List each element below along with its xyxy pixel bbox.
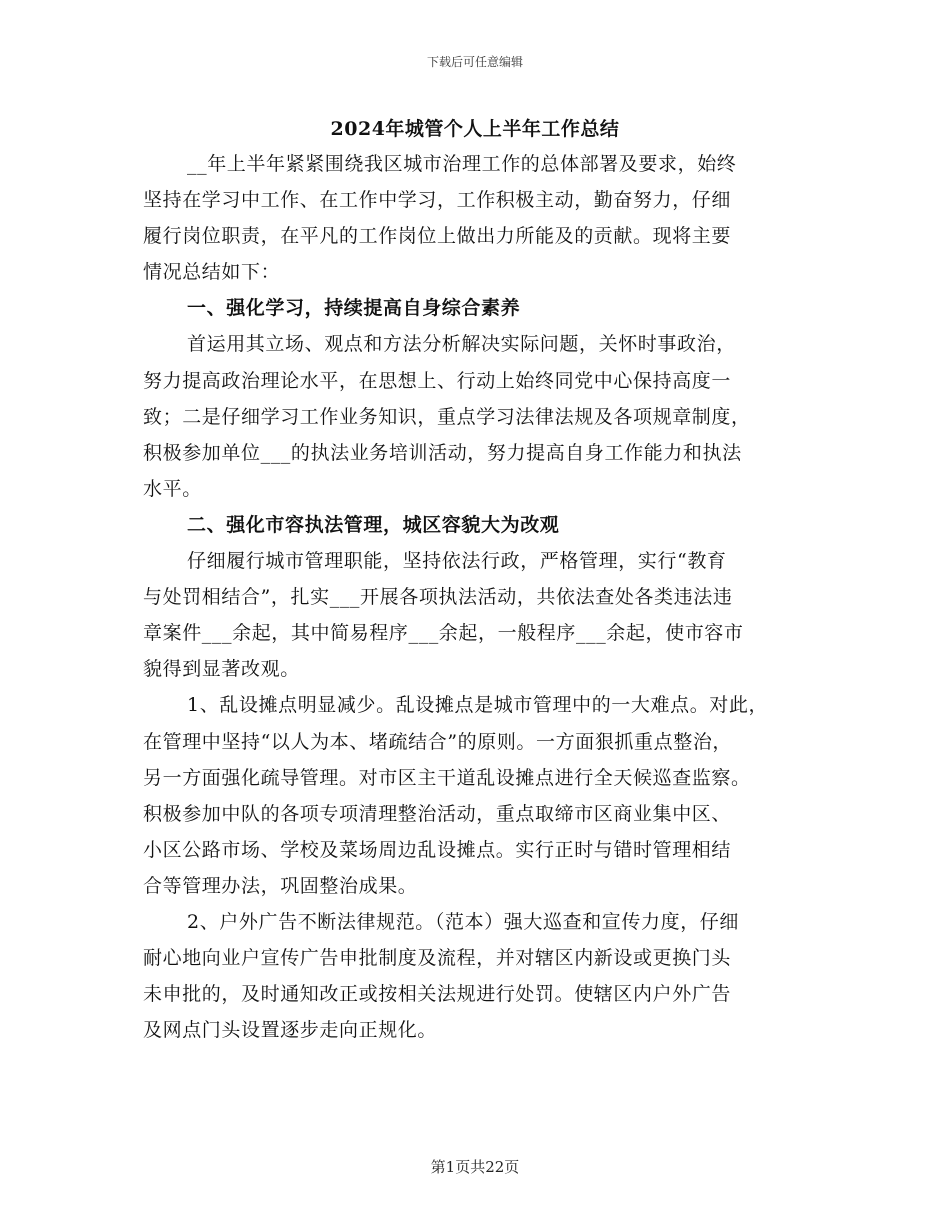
section-heading: 二、强化市容执法管理，城区容貌大为改观 <box>187 513 560 536</box>
paragraph-line: 合等管理办法，巩固整治成果。 <box>143 874 418 897</box>
paragraph-line: 2、户外广告不断法律规范。（范本）强大巡查和宣传力度，仔细 <box>187 910 739 933</box>
paragraph-line: 积极参加中队的各项专项清理整治活动，重点取缔市区商业集中区、 <box>143 802 732 825</box>
page-number: 第1页共22页 <box>430 1158 520 1176</box>
paragraph-line: 致；二是仔细学习工作业务知识，重点学习法律法规及各项规章制度， <box>143 405 751 428</box>
paragraph-line: 积极参加单位___的执法业务培训活动，努力提高自身工作能力和执法 <box>143 441 742 464</box>
paragraph-line: 努力提高政治理论水平，在思想上、行动上始终同党中心保持高度一 <box>143 369 732 392</box>
paragraph-line: 水平。 <box>143 477 202 500</box>
paragraph-line: __年上半年紧紧围绕我区城市治理工作的总体部署及要求，始终 <box>187 153 737 175</box>
paragraph-line: 坚持在学习中工作、在工作中学习，工作积极主动，勤奋努力，仔细 <box>143 189 732 212</box>
page-header-note: 下载后可任意编辑 <box>426 55 523 69</box>
paragraph-line: 未申批的，及时通知改正或按相关法规进行处罚。使辖区内户外广告 <box>143 983 732 1006</box>
paragraph-line: 1、乱设摊点明显减少。乱设摊点是城市管理中的一大难点。对此， <box>187 694 769 717</box>
paragraph-line: 耐心地向业户宣传广告申批制度及流程，并对辖区内新设或更换门头 <box>143 947 732 970</box>
paragraph-line: 在管理中坚持“以人为本、堵疏结合”的原则。一方面狠抓重点整治， <box>143 730 733 753</box>
paragraph-line: 仔细履行城市管理职能，坚持依法行政，严格管理，实行“教育 <box>187 550 727 573</box>
document-body <box>143 146 823 1048</box>
paragraph-line: 首运用其立场、观点和方法分析解决实际问题，关怀时事政治， <box>187 333 736 356</box>
paragraph-line: 情况总结如下： <box>143 261 281 284</box>
document-title: 2024年城管个人上半年工作总结 <box>330 118 620 140</box>
paragraph-line: 及网点门头设置逐步走向正规化。 <box>143 1019 438 1042</box>
section-heading: 一、强化学习，持续提高自身综合素养 <box>187 297 521 320</box>
paragraph-line: 履行岗位职责，在平凡的工作岗位上做出力所能及的贡献。现将主要 <box>143 225 732 248</box>
paragraph-line: 章案件___余起，其中简易程序___余起，一般程序___余起，使市容市 <box>143 622 744 645</box>
paragraph-line: 小区公路市场、学校及菜场周边乱设摊点。实行正时与错时管理相结 <box>143 838 732 861</box>
paragraph-line: 另一方面强化疏导管理。对市区主干道乱设摊点进行全天候巡查监察。 <box>143 766 751 789</box>
paragraph-line: 貌得到显著改观。 <box>143 658 300 681</box>
paragraph-line: 与处罚相结合”，扎实___开展各项执法活动，共依法查处各类违法违 <box>143 586 733 609</box>
